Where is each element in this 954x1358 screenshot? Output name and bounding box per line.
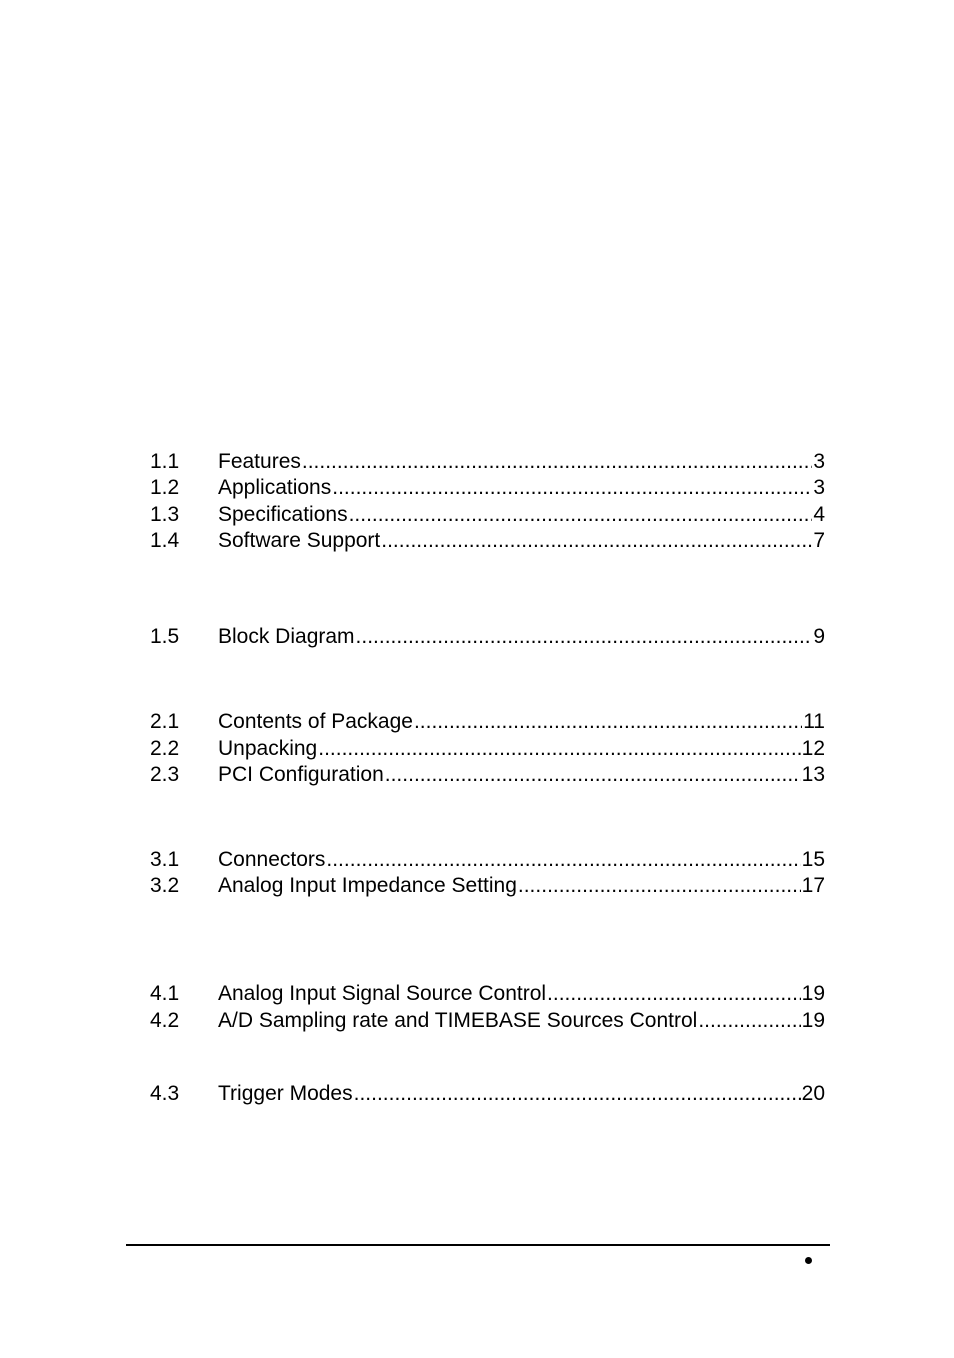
toc-number: 1.5 [150, 625, 180, 648]
toc-title: A/D Sampling rate and TIMEBASE Sources Control [218, 1009, 698, 1032]
toc-page-number: 11 [803, 710, 825, 733]
toc-leader-dots [698, 1008, 800, 1034]
toc-number: 4.2 [150, 1009, 180, 1032]
toc-leader-dots [354, 1081, 801, 1107]
toc-title: Analog Input Impedance Setting [218, 874, 517, 897]
toc-leader-dots [518, 873, 801, 899]
toc-number: 3.2 [150, 874, 180, 897]
toc-leader-dots [356, 624, 813, 650]
toc-number: 4.3 [150, 1082, 180, 1105]
footer-bullet-icon [805, 1257, 812, 1264]
toc-entry-3-1[interactable] [150, 847, 825, 873]
toc-entry-2-1[interactable] [150, 709, 825, 735]
toc-entry-3-2[interactable] [150, 873, 825, 899]
toc-number: 4.1 [150, 982, 180, 1005]
toc-page-number: 13 [801, 763, 825, 786]
toc-page-number: 17 [801, 874, 825, 897]
toc-entry-2-2[interactable] [150, 736, 825, 762]
toc-leader-dots [349, 502, 813, 528]
toc-page-number: 19 [801, 1009, 825, 1032]
toc-page-number: 3 [813, 450, 825, 473]
footer-divider [126, 1244, 830, 1246]
toc-title: Contents of Package [218, 710, 413, 733]
toc-leader-dots [326, 847, 800, 873]
toc-leader-dots [547, 981, 801, 1007]
toc-page-number: 19 [801, 982, 825, 1005]
toc-entry-4-3[interactable] [150, 1081, 825, 1107]
toc-page-number: 12 [801, 737, 825, 760]
toc-title: Features [218, 450, 301, 473]
toc-leader-dots [385, 762, 801, 788]
toc-entry-1-2[interactable] [150, 475, 825, 501]
toc-entry-1-3[interactable] [150, 502, 825, 528]
toc-title: Specifications [218, 503, 348, 526]
toc-page-number: 9 [813, 625, 825, 648]
toc-title: Unpacking [218, 737, 318, 760]
toc-leader-dots [318, 736, 800, 762]
toc-entry-1-1[interactable] [150, 449, 825, 475]
toc-leader-dots [332, 475, 812, 501]
toc-entry-4-2[interactable] [150, 1008, 825, 1034]
toc-page-number: 15 [801, 848, 825, 871]
toc-title: Connectors [218, 848, 326, 871]
toc-page-number: 20 [801, 1082, 825, 1105]
toc-title: Software Support [218, 529, 381, 552]
toc-entry-2-3[interactable] [150, 762, 825, 788]
toc-number: 1.1 [150, 450, 180, 473]
toc-number: 2.1 [150, 710, 180, 733]
toc-leader-dots [414, 709, 802, 735]
toc-number: 1.3 [150, 503, 180, 526]
toc-title: Analog Input Signal Source Control [218, 982, 547, 1005]
toc-page-number: 3 [813, 476, 825, 499]
toc-entry-1-4[interactable] [150, 528, 825, 554]
toc-title: Block Diagram [218, 625, 355, 648]
toc-title: Trigger Modes [218, 1082, 353, 1105]
toc-title: Applications [218, 476, 332, 499]
toc-title: PCI Configuration [218, 763, 384, 786]
toc-page-number: 7 [813, 529, 825, 552]
toc-number: 1.2 [150, 476, 180, 499]
toc-number: 3.1 [150, 848, 180, 871]
toc-number: 2.3 [150, 763, 180, 786]
toc-leader-dots [381, 528, 812, 554]
toc-entry-4-1[interactable] [150, 981, 825, 1007]
toc-number: 2.2 [150, 737, 180, 760]
toc-leader-dots [302, 449, 812, 475]
toc-number: 1.4 [150, 529, 180, 552]
toc-entry-1-5[interactable] [150, 624, 825, 650]
toc-page-number: 4 [813, 503, 825, 526]
